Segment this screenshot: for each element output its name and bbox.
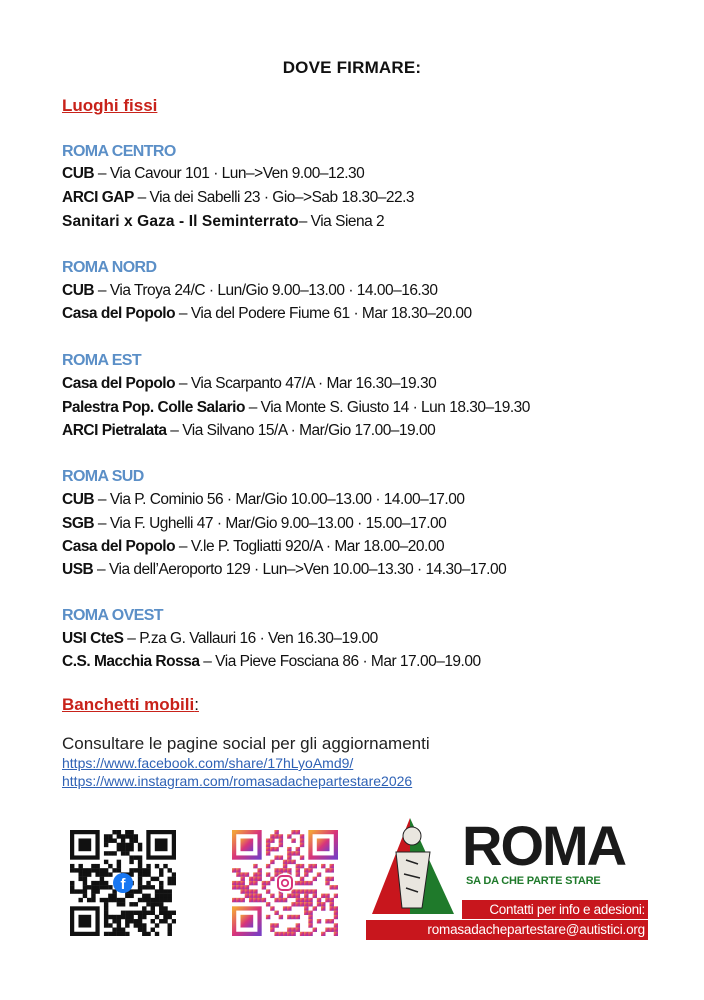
- region-heading-centro: ROMA CENTRO: [62, 143, 176, 160]
- list-item: USI CteS – P.za G. Vallauri 16 · Ven 16.30–19.00: [62, 630, 378, 647]
- list-item: Casa del Popolo – V.le P. Togliatti 920/A · Mar 18.00–20.00: [62, 538, 445, 555]
- list-item: CUB – Via P. Cominio 56 · Mar/Gio 10.00–13.00 · 14.00–17.00: [62, 491, 465, 508]
- list-item: Sanitari x Gaza - Il Seminterrato– Via Siena 2: [62, 213, 385, 230]
- fixed-locations-heading: Luoghi fissi: [62, 96, 158, 115]
- qr-code-facebook-icon[interactable]: [70, 830, 176, 936]
- list-item: SGB – Via F. Ughelli 47 · Mar/Gio 9.00–13.00 · 15.00–17.00: [62, 515, 447, 532]
- list-item: CUB – Via Troya 24/C · Lun/Gio 9.00–13.00 · 14.00–16.30: [62, 282, 438, 299]
- flag-figure-icon: [366, 812, 466, 920]
- page-title: DOVE FIRMARE:: [282, 58, 422, 77]
- region-heading-ovest: ROMA OVEST: [62, 607, 163, 624]
- region-heading-est: ROMA EST: [62, 352, 142, 369]
- list-item: CUB – Via Cavour 101 · Lun–>Ven 9.00–12.30: [62, 165, 365, 182]
- svg-text:f: f: [120, 876, 126, 893]
- logo-subtitle: SA DA CHE PARTE STARE: [466, 875, 601, 887]
- list-item: USB – Via dell’Aeroporto 129 · Lun–>Ven 10.00–13.30 · 14.30–17.00: [62, 561, 507, 578]
- list-item: ARCI GAP – Via dei Sabelli 23 · Gio–>Sab 18.30–22.3: [62, 189, 415, 206]
- list-item: ARCI Pietralata – Via Silvano 15/A · Mar/Gio 17.00–19.00: [62, 422, 436, 439]
- mobile-stalls-heading: Banchetti mobili:: [62, 695, 199, 714]
- region-heading-nord: ROMA NORD: [62, 259, 157, 276]
- contact-email: romasadachepartestare@autistici.org: [366, 920, 648, 940]
- social-note: Consultare le pagine social per gli aggiornamenti: [62, 734, 430, 753]
- contact-label: Contatti per info e adesioni:: [462, 900, 648, 919]
- facebook-link[interactable]: https://www.facebook.com/share/17hLyoAmd9/: [62, 755, 354, 771]
- list-item: Palestra Pop. Colle Salario – Via Monte S. Giusto 14 · Lun 18.30–19.30: [62, 399, 530, 416]
- list-item: Casa del Popolo – Via Scarpanto 47/A · Mar 16.30–19.30: [62, 375, 437, 392]
- qr-code-instagram-icon[interactable]: [232, 830, 338, 936]
- roma-logo: [366, 812, 648, 940]
- region-heading-sud: ROMA SUD: [62, 468, 144, 485]
- list-item: Casa del Popolo – Via del Podere Fiume 61 · Mar 18.30–20.00: [62, 305, 472, 322]
- logo-title: ROMA: [462, 814, 626, 877]
- instagram-link[interactable]: https://www.instagram.com/romasadachepartestare2026: [62, 773, 413, 789]
- list-item: C.S. Macchia Rossa – Via Pieve Fosciana 86 · Mar 17.00–19.00: [62, 653, 481, 670]
